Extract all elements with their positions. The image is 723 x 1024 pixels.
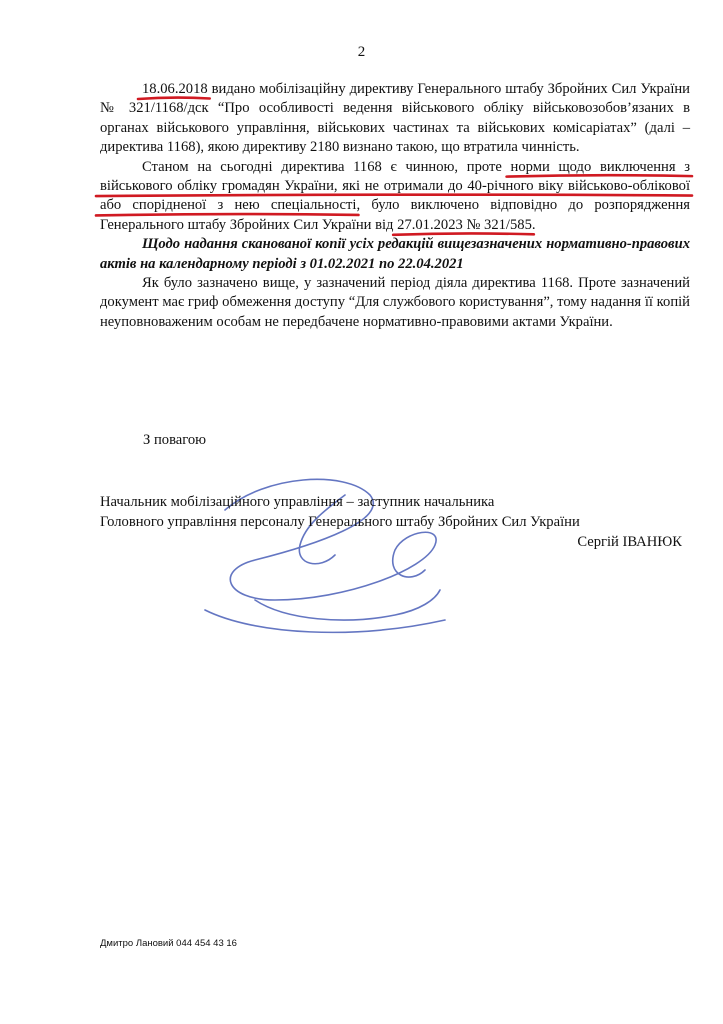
page-number: 2: [357, 44, 366, 60]
signature-stroke-tail: [255, 590, 440, 620]
paragraph-2-text-before: Станом на сьогодні директива 1168 є чинною, проте: [142, 158, 511, 175]
order-reference: 27.01.2023 № 321/585: [397, 216, 532, 233]
section-heading: Щодо надання сканованої копії усіх редакцій вищезазначених нормативно-правових актів на календарному періоді з 01.02.2021 по 22.04.2021: [100, 236, 690, 272]
paragraph-2-text-end: .: [531, 216, 536, 233]
paragraph-directive-status: [100, 158, 690, 236]
letter-body: [100, 80, 690, 332]
signature-stroke-flourish: [205, 610, 445, 632]
paragraph-access-restriction: Як було зазначено вище, у зазначений період діяла директива 1168. Проте зазначений документ має гриф обмеження доступу “Для службового користування”, тому надання її копій неуповноваженим особам не передбачене нормативно-правовими актами України.: [100, 275, 690, 330]
executor-contact: Дмитро Лановий 044 454 43 16: [100, 938, 237, 949]
signatory-position-line-2: Головного управління персоналу Генерального штабу Збройних Сил України: [100, 514, 580, 530]
signoff: З повагою: [143, 432, 207, 448]
paragraph-directive-issued: [100, 80, 690, 158]
paragraph-2-text-middle: , було виключено відповідно до розпорядження Генерального штабу Збройних Сил України від: [100, 197, 690, 233]
highlighted-norms: норми щодо виключення з військового обліку громадян України, які не отримали до 40-річного віку військово-облікової або спорідненої з нею спеціальності: [100, 158, 690, 214]
issue-date: 18.06.2018: [142, 81, 208, 97]
signature-block: [100, 492, 690, 552]
signatory-position-line-1: Начальник мобілізаційного управління – заступник начальника: [100, 494, 495, 510]
signatory-name: Сергій ІВАНЮК: [577, 534, 682, 550]
paragraph-1-text: видано мобілізаційну директиву Генерального штабу Збройних Сил України № 321/1168/дск “Про особливості ведення військового обліку військовозобов’язаних в органах військового управління, військових частинах та військових комісаріатах” (далі – директива 1168), якою директиву 2180 визнано такою, що втратила чинність.: [100, 81, 690, 156]
